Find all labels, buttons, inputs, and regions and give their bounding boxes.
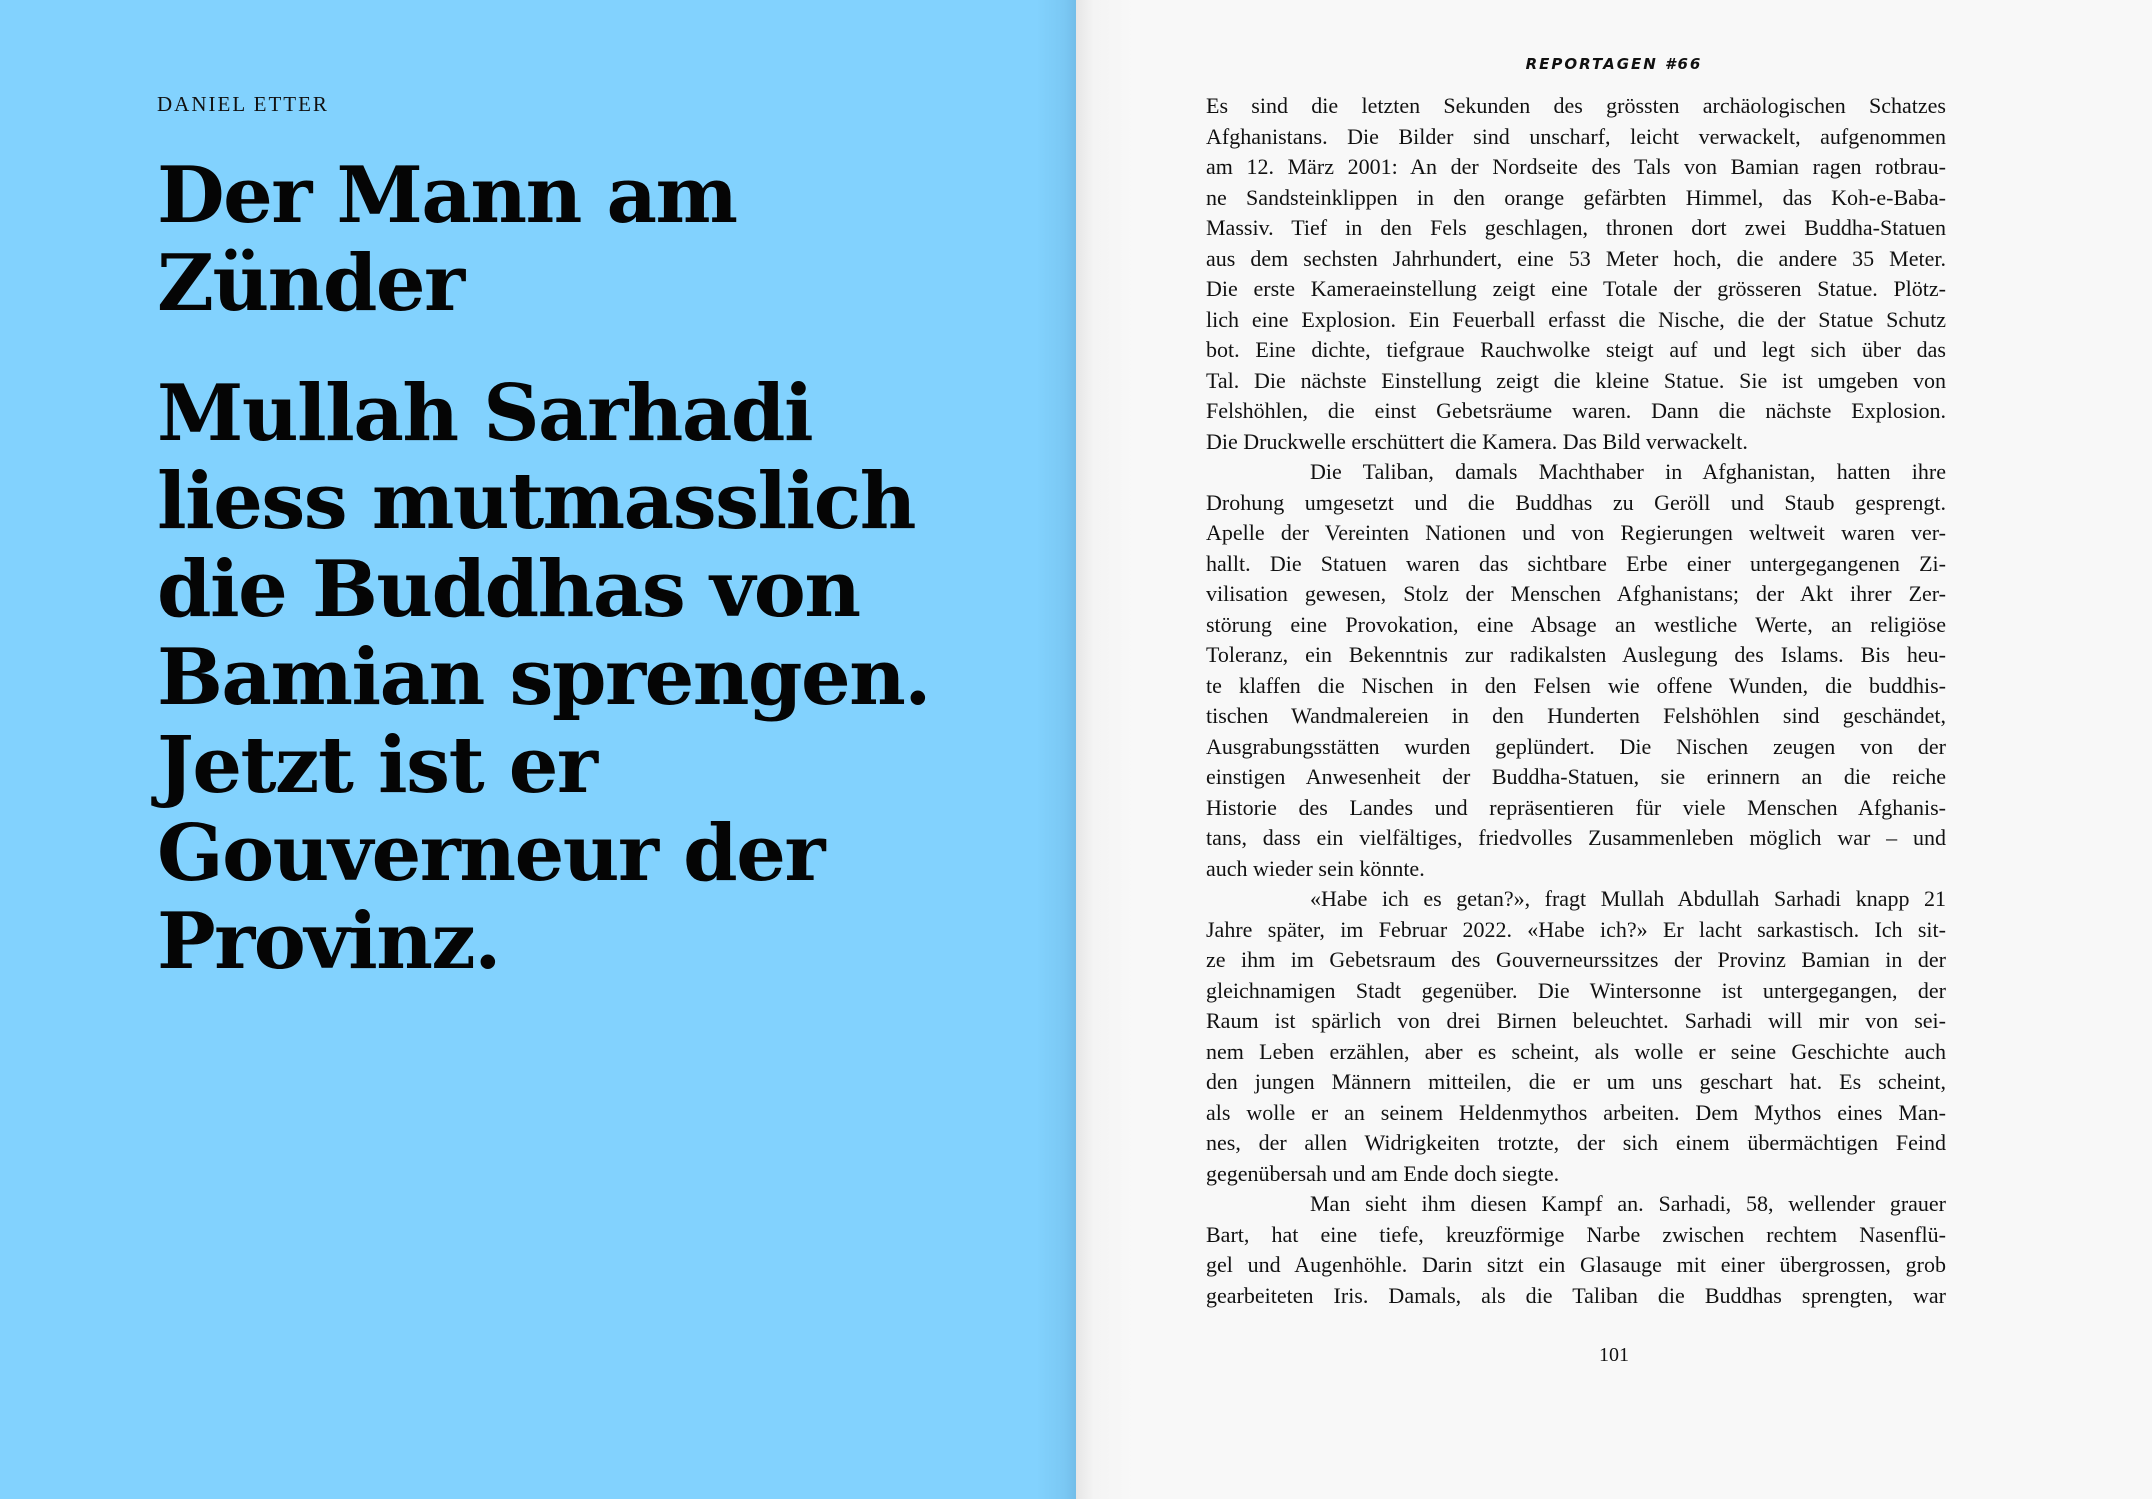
subtitle-line: Gouverneur der	[157, 808, 824, 899]
subtitle-line: liess mutmasslich	[157, 456, 916, 547]
body-line: ze ihm im Gebetsraum des Gouverneurssitzes der Provinz Bamian in der	[1206, 947, 1946, 972]
body-line: te klaffen die Nischen in den Felsen wie offene Wunden, die buddhis-	[1206, 672, 1946, 698]
title-line: Zünder	[157, 238, 464, 329]
article-subtitle	[157, 370, 1037, 986]
body-line: gel und Augenhöhle. Darin sitzt ein Glasauge mit einer übergrossen, grob	[1206, 1252, 1946, 1277]
body-line: vilisation gewesen, Stolz der Menschen Afghanistans; der Akt ihrer Zer-	[1206, 581, 1946, 606]
body-line: Man sieht ihm diesen Kampf an. Sarhadi, 58, wellender grauer	[1310, 1191, 1946, 1216]
subtitle-line: Jetzt ist er	[157, 720, 597, 811]
body-line: Tal. Die nächste Einstellung zeigt die kleine Statue. Sie ist umgeben von	[1206, 367, 1946, 393]
body-line: aus dem sechsten Jahrhundert, eine 53 Meter hoch, die andere 35 Meter.	[1206, 245, 1946, 271]
body-line: am 12. März 2001: An der Nordseite des Tals von Bamian ragen rotbrau-	[1206, 154, 1946, 179]
running-head: REPORTAGEN #66	[1525, 55, 1703, 73]
article-body	[1206, 91, 1946, 1311]
author-name: DANIEL ETTER	[157, 92, 329, 116]
body-line: Drohung umgesetzt und die Buddhas zu Geröll und Staub gesprengt.	[1206, 489, 1946, 515]
body-line: Historie des Landes und repräsentieren für viele Menschen Afghanis-	[1206, 794, 1946, 820]
body-line: den jungen Männern mitteilen, die er um uns geschart hat. Es scheint,	[1206, 1069, 1946, 1094]
body-line: einstigen Anwesenheit der Buddha-Statuen, sie erinnern an die reiche	[1206, 764, 1946, 789]
body-line: nes, der allen Widrigkeiten trotzte, der sich einem übermächtigen Feind	[1206, 1130, 1946, 1155]
body-line: tans, dass ein vielfältiges, friedvolles Zusammenleben möglich war – und	[1206, 825, 1946, 850]
body-line: Raum ist spärlich von drei Birnen beleuchtet. Sarhadi will mir von sei-	[1206, 1008, 1946, 1033]
gutter-shadow	[1036, 0, 1076, 1499]
subtitle-line: Bamian sprengen.	[157, 632, 930, 723]
body-line: gearbeiteten Iris. Damals, als die Taliban die Buddhas sprengten, war	[1206, 1282, 1946, 1308]
body-line: ne Sandsteinklippen in den orange gefärbten Himmel, das Koh-e-Baba-	[1206, 184, 1946, 210]
body-line: Die Taliban, damals Machthaber in Afghanistan, hatten ihre	[1310, 459, 1946, 484]
body-line: lich eine Explosion. Ein Feuerball erfasst die Nische, die der Statue Schutz	[1206, 306, 1946, 332]
body-line: Toleranz, ein Bekenntnis zur radikalsten Auslegung des Islams. Bis heu-	[1206, 642, 1946, 667]
body-line: Massiv. Tief in den Fels geschlagen, thronen dort zwei Buddha-Statuen	[1206, 215, 1946, 240]
body-line: Es sind die letzten Sekunden des grössten archäologischen Schatzes	[1206, 93, 1946, 118]
subtitle-line: Provinz.	[157, 896, 500, 987]
body-line: Die Druckwelle erschüttert die Kamera. Das Bild verwackelt.	[1206, 428, 1748, 454]
body-line: als wolle er an seinem Heldenmythos arbeiten. Dem Mythos eines Man-	[1206, 1099, 1946, 1125]
body-line: tischen Wandmalereien in den Hunderten Felshöhlen sind geschändet,	[1206, 703, 1946, 728]
page-number: 101	[1599, 1344, 1629, 1366]
body-line: gleichnamigen Stadt gegenüber. Die Wintersonne ist untergegangen, der	[1206, 977, 1946, 1003]
body-line: Felshöhlen, die einst Gebetsräume waren. Dann die nächste Explosion.	[1206, 398, 1946, 423]
body-line: gegenübersah und am Ende doch siegte.	[1206, 1160, 1560, 1186]
title-line: Der Mann am	[157, 150, 737, 241]
body-line: Jahre später, im Februar 2022. «Habe ich?» Er lacht sarkastisch. Ich sit-	[1206, 916, 1946, 942]
body-line: Ausgrabungsstätten wurden geplündert. Die Nischen zeugen von der	[1206, 733, 1946, 759]
body-line: Afghanistans. Die Bilder sind unscharf, leicht verwackelt, aufgenommen	[1206, 123, 1946, 149]
body-line: nem Leben erzählen, aber es scheint, als wolle er seine Geschichte auch	[1206, 1038, 1946, 1064]
body-line: hallt. Die Statuen waren das sichtbare Erbe einer untergegangenen Zi-	[1206, 550, 1946, 576]
body-line: Bart, hat eine tiefe, kreuzförmige Narbe zwischen rechtem Nasenflü-	[1206, 1221, 1946, 1247]
body-line: bot. Eine dichte, tiefgraue Rauchwolke steigt auf und legt sich über das	[1206, 337, 1946, 362]
body-line: störung eine Provokation, eine Absage an westliche Werte, an religiöse	[1206, 611, 1946, 637]
body-line: «Habe ich es getan?», fragt Mullah Abdullah Sarhadi knapp 21	[1310, 886, 1946, 911]
body-line: Die erste Kameraeinstellung zeigt eine Totale der grösseren Statue. Plötz-	[1206, 276, 1946, 301]
body-line: auch wieder sein könnte.	[1206, 855, 1425, 881]
subtitle-line: die Buddhas von	[157, 544, 860, 635]
subtitle-line: Mullah Sarhadi	[157, 368, 813, 459]
article-title	[157, 152, 1037, 328]
body-line: Apelle der Vereinten Nationen und von Regierungen weltweit waren ver-	[1206, 520, 1946, 545]
